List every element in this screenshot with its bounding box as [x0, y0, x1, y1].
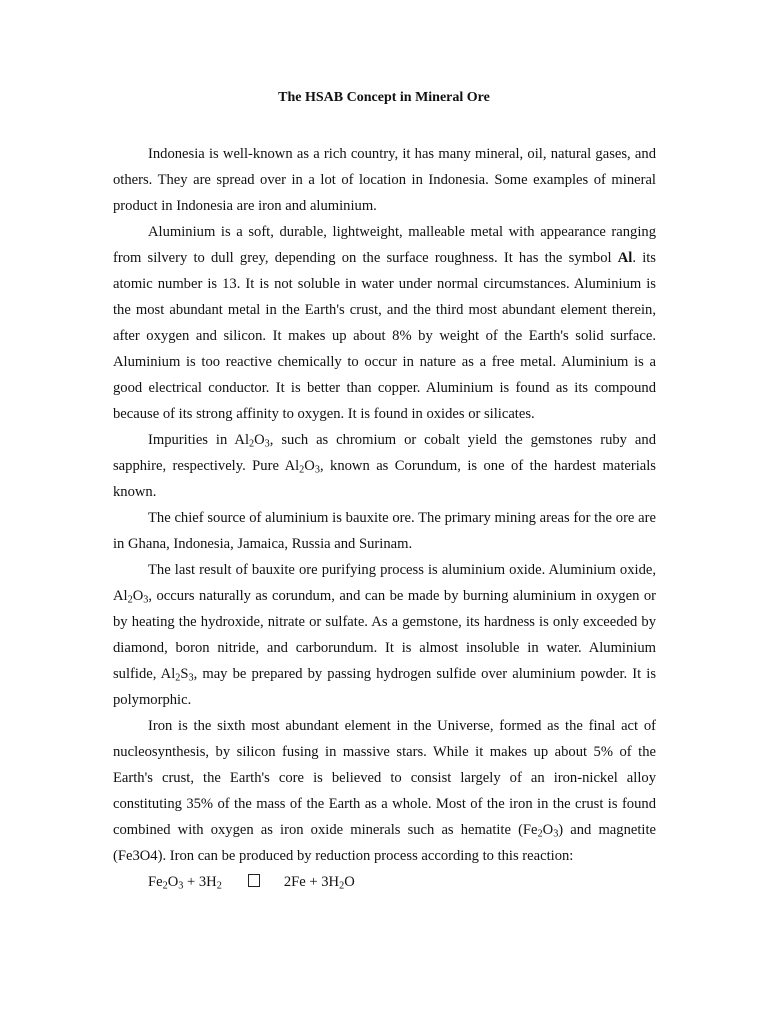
paragraph-iron: Iron is the sixth most abundant element in the Universe, formed as the final act of nucleosynthesis, by silicon fusing in massive stars. While it makes up about 5% of the Earth's crust, the Earth's core is believed to consist largely of an iron-nickel alloy constituting 35% of the mass of the Earth as a whole. Most of the iron in the crust is found combined with oxygen as iron oxide minerals such as hematite $(Fe_2O_3)$ and magnetite (Fe3O4). Iron can be produced by reduction process according to this reaction:: [113, 718, 656, 864]
document-body: [113, 141, 656, 895]
missing-glyph-box-icon: [248, 874, 260, 887]
paragraph-intro: Indonesia is well-known as a rich country, it has many mineral, oil, natural gases, and others. They are spread over in a lot of location in Indonesia. Some examples of mineral product in Indonesia are iron and aluminium.: [113, 146, 656, 214]
paragraph-aluminium: Aluminium is a soft, durable, lightweight, malleable metal with appearance ranging from silvery to dull grey, depending on the surface roughness. It has the symbol Al. its atomic number is 13. It is not soluble in water under normal circumstances. Aluminium is the most abundant metal in the Earth's crust, and the third most abundant element therein, after oxygen and silicon. It makes up about 8% by weight of the Earth's solid surface. Aluminium is too reactive chemically to occur in nature as a free metal. Aluminium is a good electrical conductor. It is better than copper. Aluminium is found as its compound because of its strong affinity to oxygen. It is found in oxides or silicates.: [113, 224, 656, 422]
page-title: The HSAB Concept in Mineral Ore: [278, 90, 490, 105]
paragraph-bauxite: The chief source of aluminium is bauxite ore. The primary mining areas for the ore are in Ghana, Indonesia, Jamaica, Russia and Surinam.: [113, 510, 656, 552]
paragraph-aluminium-oxide: The last result of bauxite ore purifying process is aluminium oxide. Aluminium oxide, $Al_2O_3$, occurs naturally as corundum, and can be made by burning aluminium in oxygen or by heating the hydroxide, nitrate or sulfate. As a gemstone, its hardness is only exceeded by diamond, boron nitride, and carborundum. It is almost insoluble in water. Aluminium sulfide, $Al_2S_3$, may be prepared by passing hydrogen sulfide over aluminium powder. It is polymorphic.: [113, 562, 656, 708]
paragraph-impurities: Impurities in $Al_2O_3$, such as chromium or cobalt yield the gemstones ruby and sapphire, respectively. Pure $Al_2O_3$, known as Corundum, is one of the hardest materials known.: [113, 432, 656, 500]
reaction-equation: $Fe_2O_3 + 3H_2$ $2Fe + 3H_2O$: [148, 874, 355, 892]
